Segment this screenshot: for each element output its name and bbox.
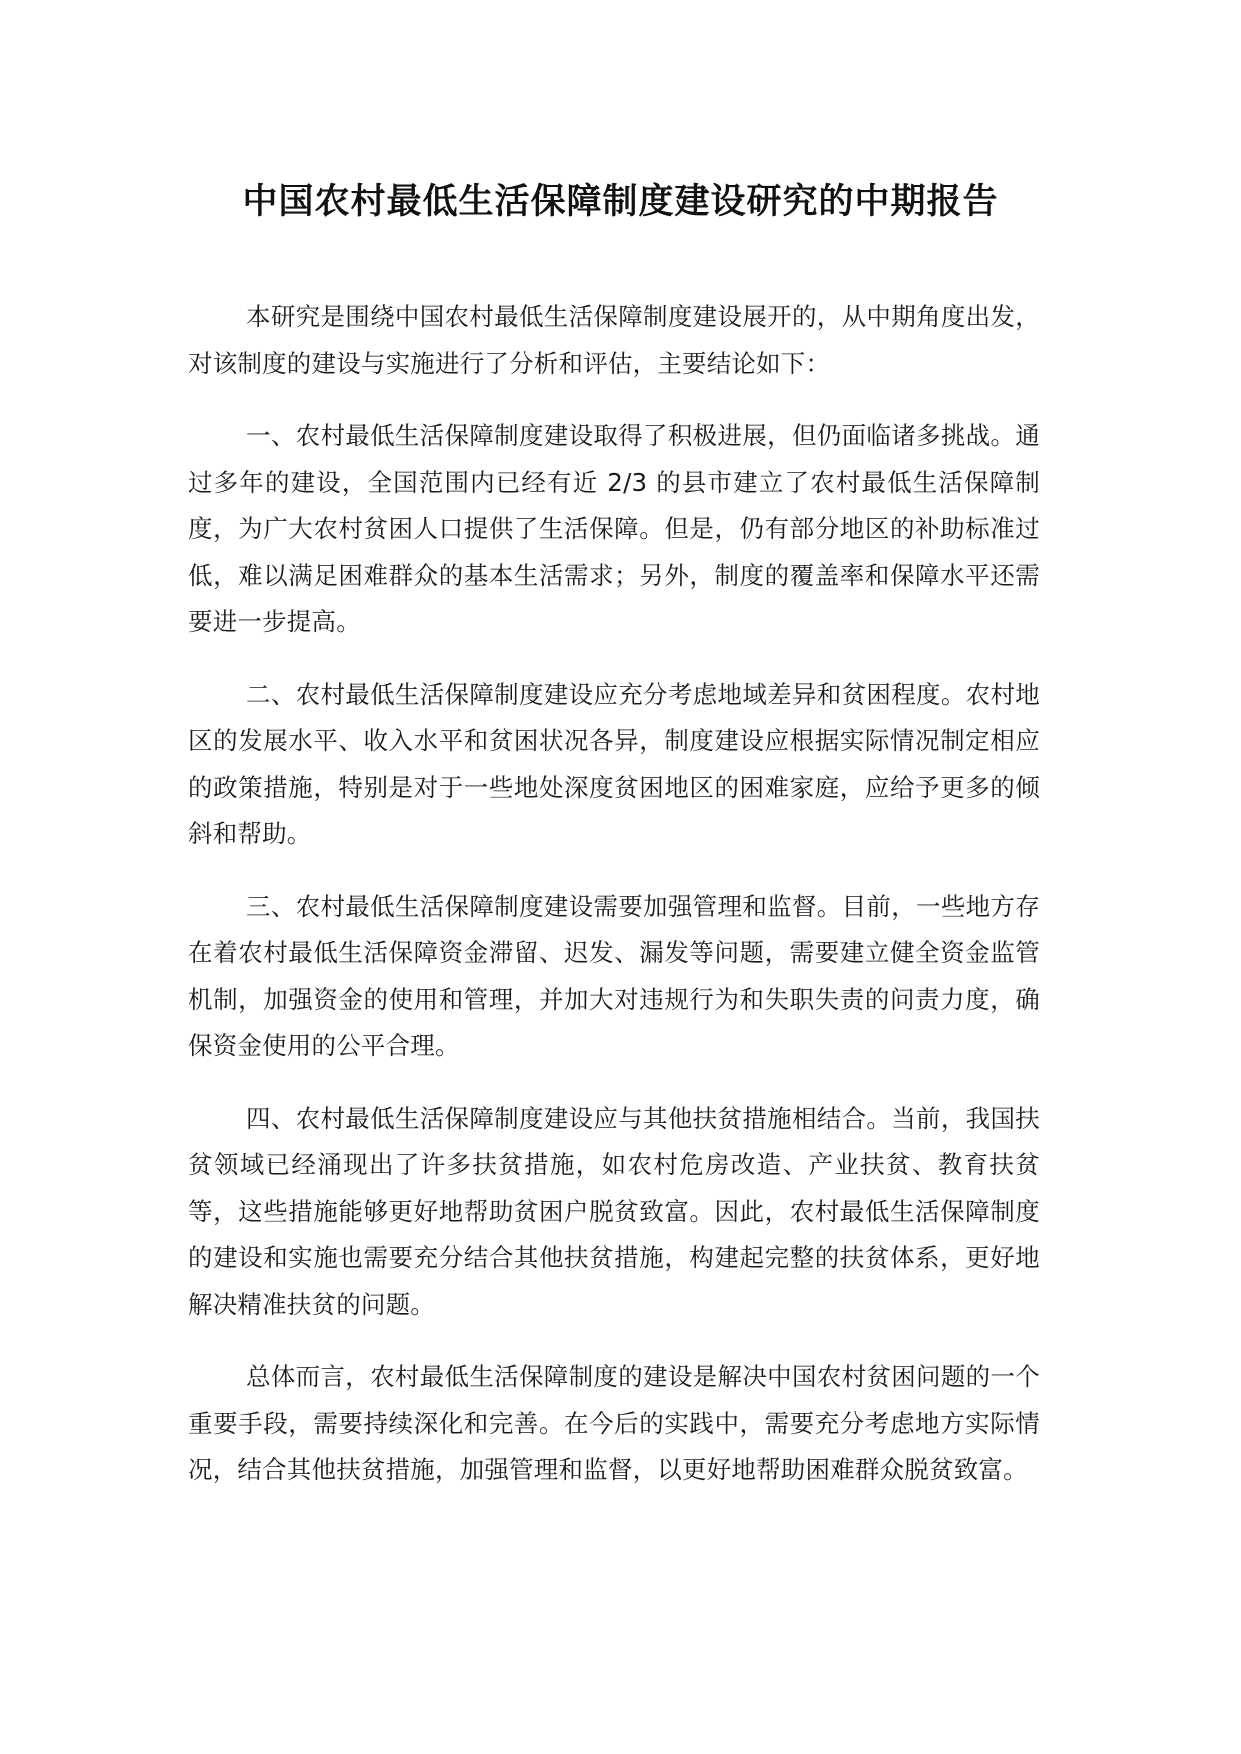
- paragraph-conclusion: 总体而言，农村最低生活保障制度的建设是解决中国农村贫困问题的一个重要手段，需要持续深化和完善。在今后的实践中，需要充分考虑地方实际情况，结合其他扶贫措施，加强管理和监督，以更好地帮助困难群众脱贫致富。: [188, 1362, 1040, 1484]
- paragraph-intro: 本研究是围绕中国农村最低生活保障制度建设展开的，从中期角度出发，对该制度的建设与实施进行了分析和评估，主要结论如下：: [188, 302, 1040, 378]
- document-body: [188, 294, 1040, 1520]
- paragraph-point-4: 四、农村最低生活保障制度建设应与其他扶贫措施相结合。当前，我国扶贫领域已经涌现出了许多扶贫措施，如农村危房改造、产业扶贫、教育扶贫等，这些措施能够更好地帮助贫困户脱贫致富。因此，农村最低生活保障制度的建设和实施也需要充分结合其他扶贫措施，构建起完整的扶贫体系，更好地解决精准扶贫的问题。: [188, 1103, 1040, 1319]
- paragraph-point-1: 一、农村最低生活保障制度建设取得了积极进展，但仍面临诸多挑战。通过多年的建设，全国范围内已经有近 2/3 的县市建立了农村最低生活保障制度，为广大农村贫困人口提供了生活保障。但是，仍有部分地区的补助标准过低，难以满足困难群众的基本生活需求；另外，制度的覆盖率和保障水平还需要进一步提高。: [188, 421, 1040, 636]
- document-title: 中国农村最低生活保障制度建设研究的中期报告: [242, 182, 999, 222]
- paragraph-point-3: 三、农村最低生活保障制度建设需要加强管理和监督。目前，一些地方存在着农村最低生活保障资金滞留、迟发、漏发等问题，需要建立健全资金监管机制，加强资金的使用和管理，并加大对违规行为和失职失责的问责力度，确保资金使用的公平合理。: [188, 891, 1040, 1060]
- paragraph-point-2: 二、农村最低生活保障制度建设应充分考虑地域差异和贫困程度。农村地区的发展水平、收入水平和贫困状况各异，制度建设应根据实际情况制定相应的政策措施，特别是对于一些地处深度贫困地区的困难家庭，应给予更多的倾斜和帮助。: [188, 679, 1040, 848]
